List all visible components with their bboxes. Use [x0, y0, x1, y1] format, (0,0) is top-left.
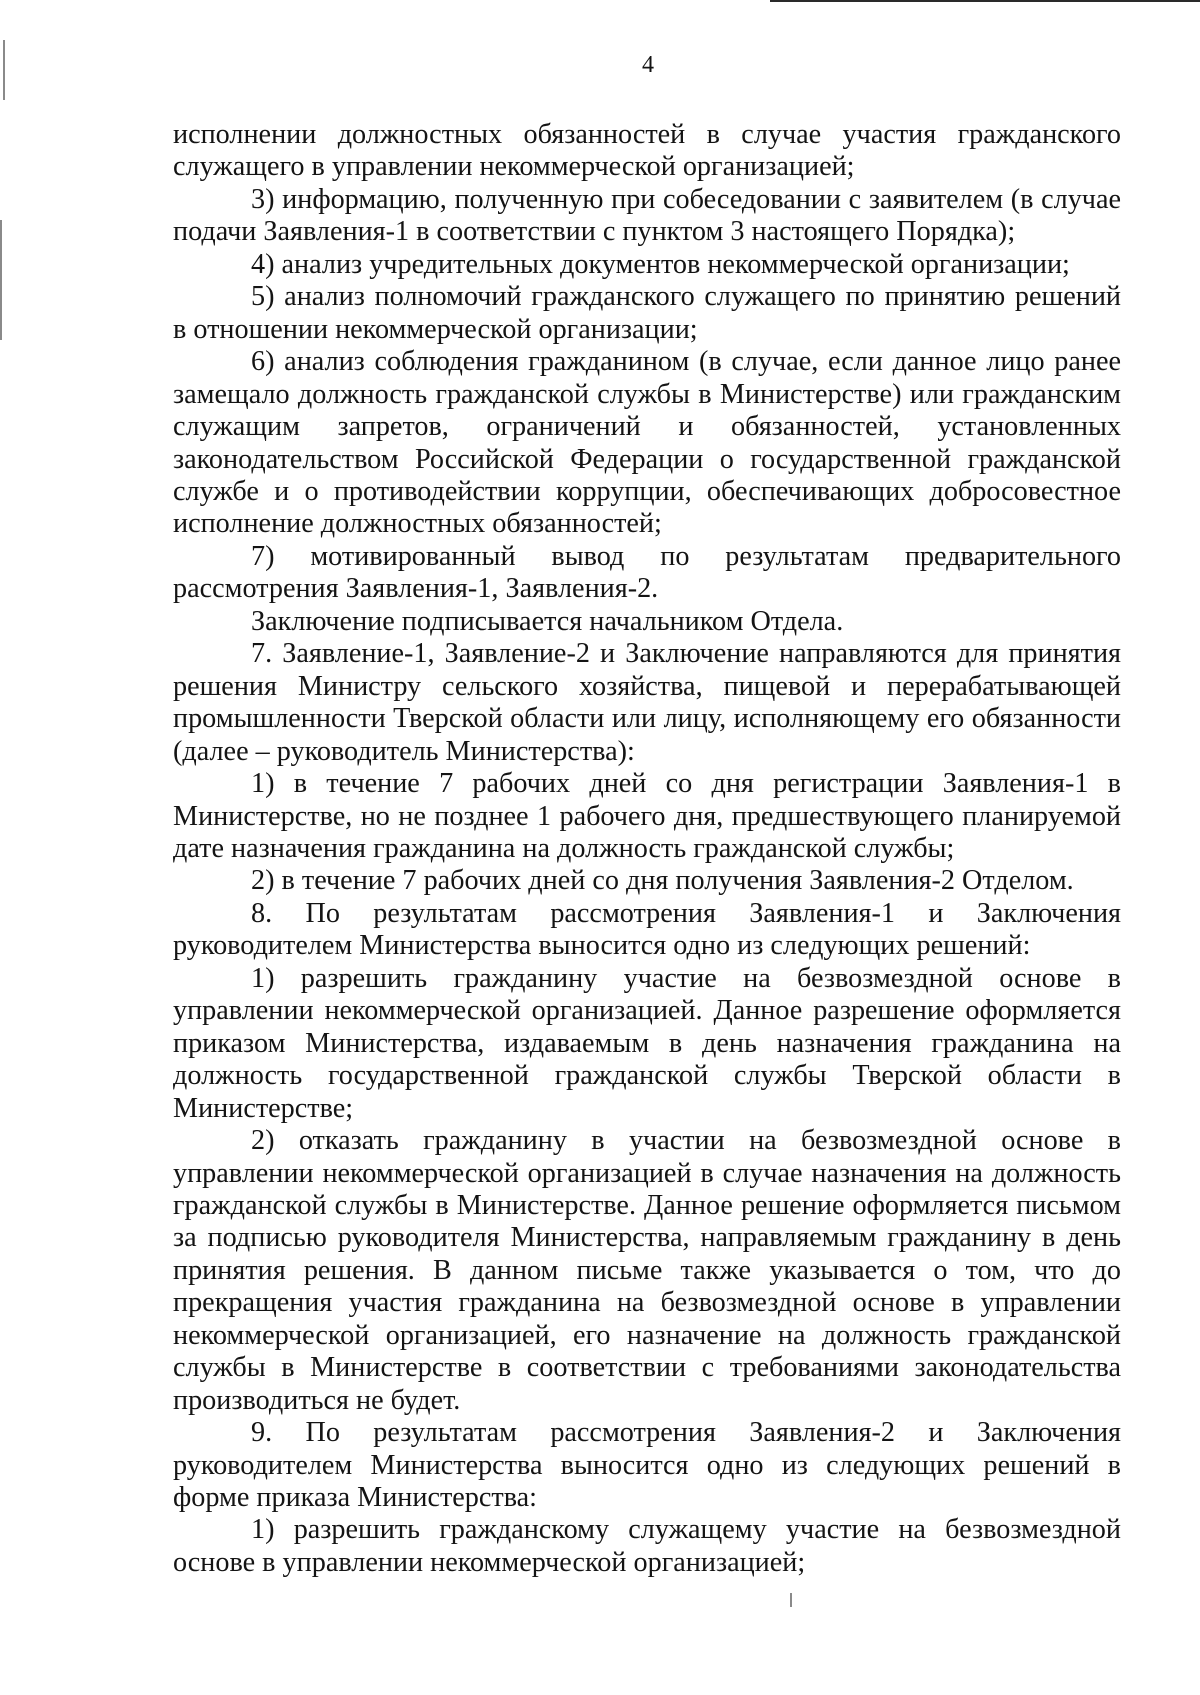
paragraph: 1) разрешить гражданину участие на безвозмездной основе в управлении некоммерческой организацией. Данное разрешение оформляется приказом Министерства, издаваемым в день назначения гражданина на должность государственной гражданской службы Тверской области в Министерстве;: [173, 962, 1121, 1124]
paragraph: Заключение подписывается начальником Отдела.: [251, 605, 844, 637]
paragraph: 7. Заявление-1, Заявление-2 и Заключение направляются для принятия решения Министру сельского хозяйства, пищевой и перерабатывающей промышленности Тверской области или лицу, исполняющему его обязанности (далее – руководитель Министерства):: [173, 638, 1121, 767]
paragraph: 2) отказать гражданину в участии на безвозмездной основе в управлении некоммерческой организацией в случае назначения на должность гражданской службы в Министерстве. Данное решение оформляется письмом за подписью руководителя Министерства, направляемым гражданину в день принятия решения. В данном письме также указывается о том, что до прекращения участия гражданина на безвозмездной основе в управлении некоммерческой организацией, его назначение на должность гражданской службы в Министерстве в соответствии с требованиями законодательства производиться не будет.: [173, 1125, 1121, 1416]
paragraph: исполнении должностных обязанностей в случае участия гражданского служащего в управлении некоммерческой организацией;: [173, 119, 1121, 183]
page-number: 4: [642, 52, 654, 78]
scan-edge-line: [770, 0, 1200, 2]
paragraph: 2) в течение 7 рабочих дней со дня получения Заявления-2 Отделом.: [251, 865, 1074, 897]
document-body: [173, 119, 1121, 1579]
paragraph: 3) информацию, полученную при собеседовании с заявителем (в случае подачи Заявления-1 в соответствии с пунктом 3 настоящего Порядка);: [173, 183, 1121, 248]
paragraph: 7) мотивированный вывод по результатам предварительного рассмотрения Заявления-1, Заявления-2.: [173, 540, 1121, 605]
scan-speck: [790, 1593, 792, 1607]
scan-speck: [0, 220, 2, 340]
paragraph: 5) анализ полномочий гражданского служащего по принятию решений в отношении некоммерческой организации;: [173, 281, 1121, 345]
paragraph: 4) анализ учредительных документов некоммерческой организации;: [251, 248, 1070, 280]
paragraph: 6) анализ соблюдения гражданином (в случае, если данное лицо ранее замещало должность гражданской службы в Министерстве) или гражданским служащим запретов, ограничений и обязанностей, установленных законодательством Российской Федерации о государственной гражданской службе и о противодействии коррупции, обеспечивающих добросовестное исполнение должностных обязанностей;: [173, 346, 1121, 540]
paragraph: 9. По результатам рассмотрения Заявления-2 и Заключения руководителем Министерства выносится одно из следующих решений в форме приказа Министерства:: [173, 1417, 1121, 1514]
paragraph: 1) разрешить гражданскому служащему участие на безвозмездной основе в управлении некоммерческой организацией;: [173, 1514, 1121, 1578]
paragraph: 1) в течение 7 рабочих дней со дня регистрации Заявления-1 в Министерстве, но не позднее 1 рабочего дня, предшествующего планируемой дате назначения гражданина на должность гражданской службы;: [173, 768, 1121, 864]
paragraph: 8. По результатам рассмотрения Заявления-1 и Заключения руководителем Министерства выносится одно из следующих решений:: [173, 897, 1121, 962]
